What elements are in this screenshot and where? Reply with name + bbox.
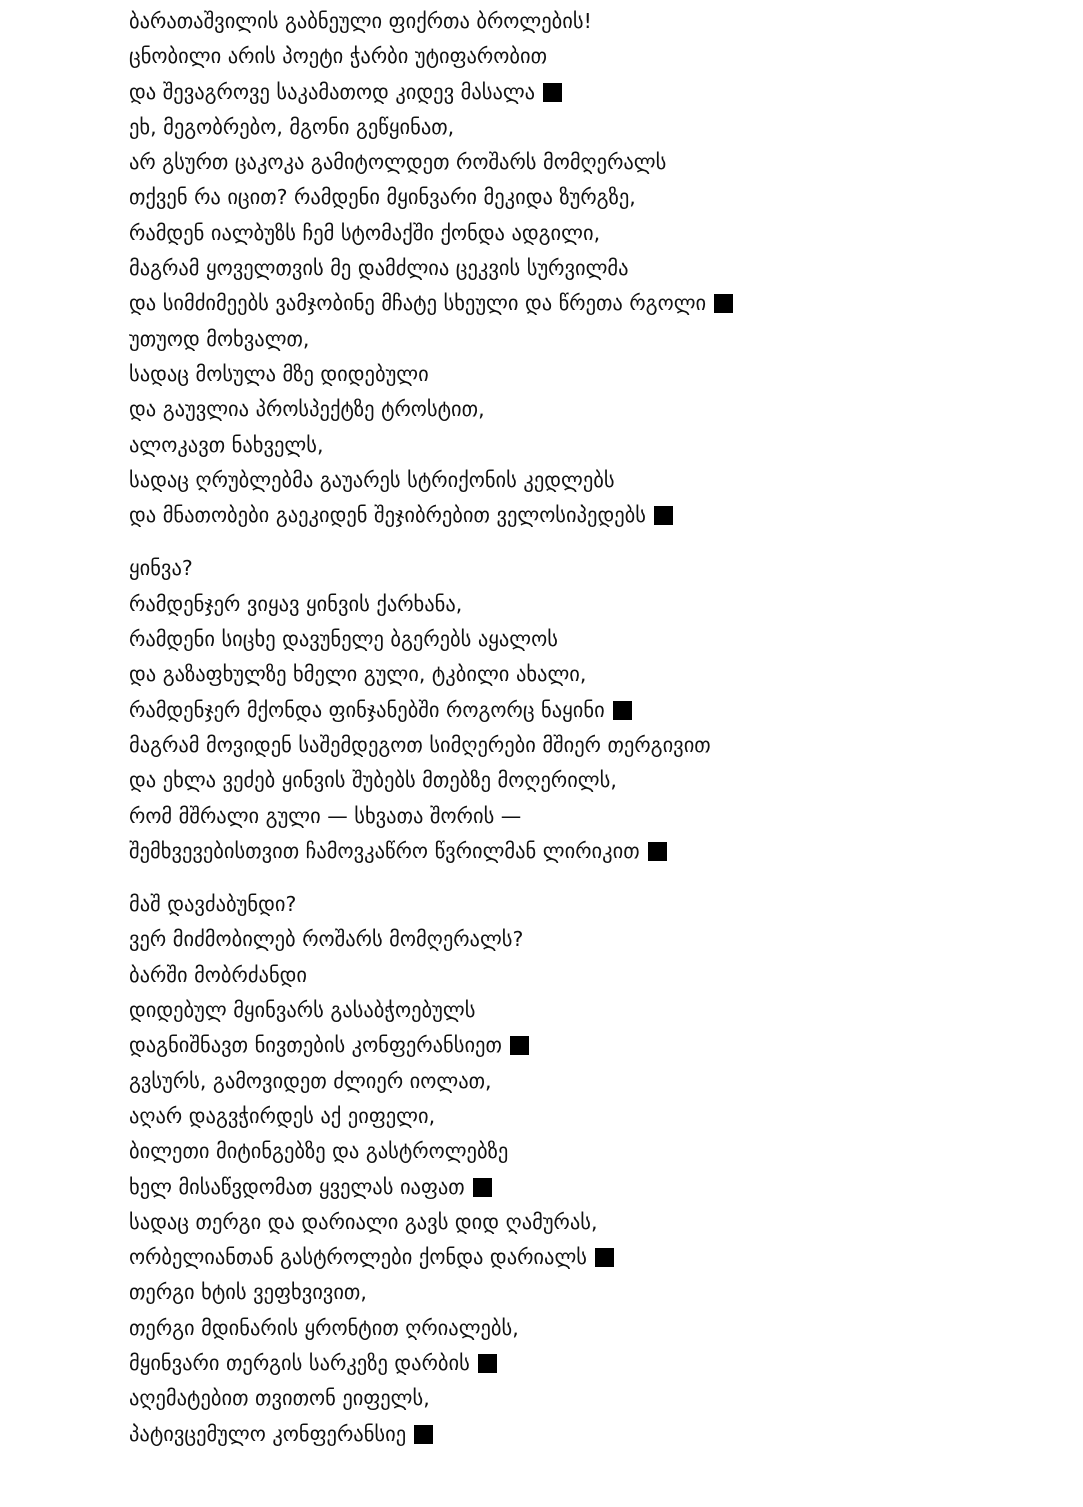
poem-line [129,1028,1059,1063]
poem-line-text: მაგრამ მოვიდენ საშემდეგოთ სიმღერები მშიერ თერგივით [129,732,711,757]
poem-line-text: ხელ მისაწვდომათ ყველას იაფათ [129,1174,465,1199]
poem-line [129,251,1059,286]
poem-line-text: ყინვა? [129,556,193,581]
poem-line [129,1205,1059,1240]
poem-line [129,1170,1059,1205]
poem-line [129,1134,1059,1169]
poem-line [129,693,1059,728]
poem-line [129,1240,1059,1275]
poem-line-text: უთუოდ მოხვალთ, [129,326,310,351]
poem-line-text: მყინვარი თერგის სარკეზე დარბის [129,1350,470,1375]
poem-line-text: ბარათაშვილის გაბნეული ფიქრთა ბროლების! [129,9,592,33]
poem-line-text: პატივცემულო კონფერანსიე [129,1421,407,1446]
poem-line [129,392,1059,427]
poem-line [129,587,1059,622]
poem-line [129,428,1059,463]
end-square-icon [473,1178,492,1197]
end-square-icon [654,506,673,525]
poem-line [129,728,1059,763]
poem-line-text: გვსურს, გამოვიდეთ ძლიერ იოლათ, [129,1068,492,1093]
poem-line [129,75,1059,110]
end-square-icon [510,1036,529,1055]
poem-line-text: არ გსურთ ცაკოკა გამიტოლდეთ როშარს მომღერალს [129,150,667,175]
poem-line [129,1064,1059,1099]
poem-line-text: და მნათობები გაეკიდენ შეჯიბრებით ველოსიპედებს [129,503,646,528]
poem-line-text: თქვენ რა იცით? რამდენი მყინვარი მეკიდა ზურგზე, [129,185,636,210]
poem-line-text: შემხვევებისთვით ჩამოვკაწრო წვრილმან ლირიკით [129,838,640,863]
poem-line [129,322,1059,357]
poem-line-text: და ეხლა ვეძებ ყინვის შუბებს მთებზე მოღერილს, [129,768,617,793]
poem-line-text: რამდენი სიცხე დავუნელე ბგერებს აყალოს [129,627,558,652]
poem-line-text: დიდებულ მყინვარს გასაბჭოებულს [129,998,476,1023]
poem-line [129,145,1059,180]
poem-line-text: და სიმძიმეებს ვამჯობინე მჩატე სხეული და წრეთა რგოლი [129,291,707,316]
end-square-icon [478,1354,497,1373]
poem-line [129,286,1059,321]
poem-line-text: და გაუვლია პროსპექტზე ტროსტით, [129,397,485,422]
poem-line [129,39,1059,74]
end-square-icon [543,83,562,102]
poem-line [129,110,1059,145]
poem-line-text: ბარში მობრძანდი [129,962,308,987]
poem-line-text: მაგრამ ყოველთვის მე დამძლია ცეკვის სურვილმა [129,256,629,281]
stanza [129,887,1059,1452]
poem-line-text: რამდენჯერ მქონდა ფინჯანებში როგორც ნაყინი [129,697,605,722]
end-square-icon [595,1248,614,1267]
poem-line-text: სადაც ღრუბლებმა გაუარეს სტრიქონის კედლებს [129,467,615,492]
poem-line [129,180,1059,215]
poem-line [129,4,1059,39]
poem-line [129,1417,1059,1452]
poem-line-text: მაშ დავძაბუნდი? [129,892,297,917]
poem-line-text: აღემატებით თვითონ ეიფელს, [129,1386,430,1411]
poem-line [129,887,1059,922]
poem-line-text: ორბელიანთან გასტროლები ქონდა დარიალს [129,1245,587,1270]
stanza [129,4,1059,533]
end-square-icon [648,842,667,861]
poem-line [129,463,1059,498]
poem-line-text: ეხ, მეგობრებო, მგონი გეწყინათ, [129,114,455,139]
poem-line-text: სადაც თერგი და დარიალი გავს დიდ ღამურას, [129,1209,598,1234]
poem-line-text: აღარ დაგვჭირდეს აქ ეიფელი, [129,1103,436,1128]
poem-line [129,834,1059,869]
poem-line [129,657,1059,692]
poem-line [129,498,1059,533]
poem-line-text: ვერ მიძმობილებ როშარს მომღერალს? [129,927,524,952]
poem-line-text: რამდენ იალბუზს ჩემ სტომაქში ქონდა ადგილი, [129,220,601,245]
poem-line [129,922,1059,957]
poem-line-text: სადაც მოსულა მზე დიდებული [129,361,429,386]
end-square-icon [714,294,733,313]
poem-line [129,763,1059,798]
poem-line [129,993,1059,1028]
poem-line [129,1275,1059,1310]
poem-line-text: თერგი მდინარის ყრონტით ღრიალებს, [129,1315,519,1340]
poem-text [129,4,1059,1452]
end-square-icon [414,1425,433,1444]
stanza [129,551,1059,869]
poem-line [129,1311,1059,1346]
end-square-icon [613,701,632,720]
poem-line [129,1099,1059,1134]
poem-line-text: რამდენჯერ ვიყავ ყინვის ქარხანა, [129,591,463,616]
poem-line [129,551,1059,586]
poem-line-text: ცნობილი არის პოეტი ჭარბი უტიფარობით [129,44,547,69]
poem-line [129,622,1059,657]
poem-line [129,958,1059,993]
poem-line-text: თერგი ხტის ვეფხვივით, [129,1280,367,1305]
poem-line-text: დაგნიშნავთ ნივთების კონფერანსიეთ [129,1033,502,1058]
poem-line [129,216,1059,251]
poem-line [129,1381,1059,1416]
poem-line-text: რომ მშრალი გული — სხვათა შორის — [129,803,522,828]
poem-line-text: და შევაგროვე საკამათოდ კიდევ მასალა [129,79,536,104]
poem-line-text: ალოკავთ ნახველს, [129,432,324,457]
poem-line-text: ბილეთი მიტინგებზე და გასტროლებზე [129,1139,509,1164]
poem-line [129,1346,1059,1381]
poem-line [129,799,1059,834]
poem-line-text: და გაზაფხულზე ხმელი გული, ტკბილი ახალი, [129,662,587,687]
poem-line [129,357,1059,392]
